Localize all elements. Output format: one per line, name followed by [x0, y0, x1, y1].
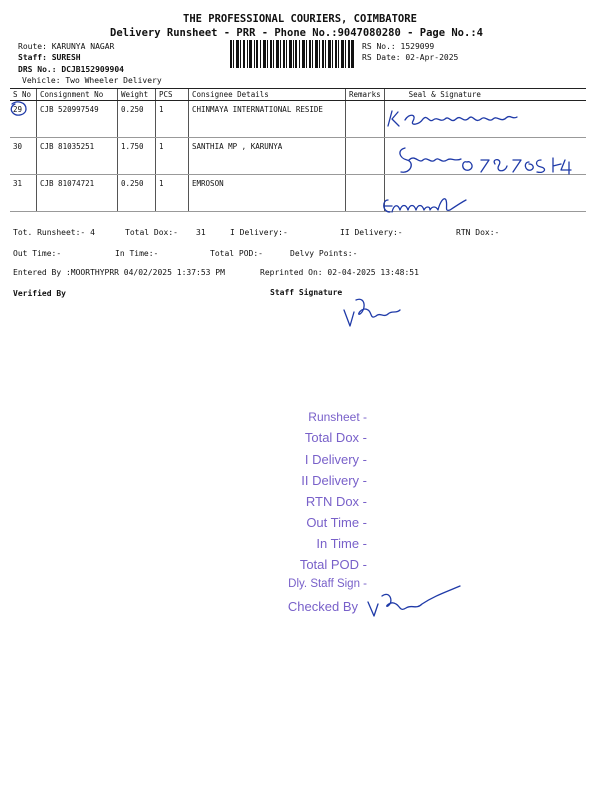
- barcode-icon: [230, 40, 354, 68]
- company-title: THE PROFESSIONAL COURIERS, COIMBATORE: [183, 13, 417, 25]
- signature-row-30-icon: [395, 142, 585, 182]
- in-time-label: In Time:-: [115, 249, 159, 258]
- cell-remarks: [346, 175, 385, 212]
- verified-by-label: Verified By: [13, 289, 66, 298]
- signature-row-31-icon: [380, 192, 470, 218]
- cell-weight: 1.750: [118, 138, 156, 175]
- cell-weight: 0.250: [118, 101, 156, 138]
- cell-sno: 29: [10, 101, 37, 138]
- stamp-line-ii-delivery: II Delivery -: [301, 473, 367, 488]
- cell-weight: 0.250: [118, 175, 156, 212]
- delvy-points-label: Delvy Points:-: [290, 249, 358, 258]
- stamp-line-out-time: Out Time -: [306, 515, 367, 530]
- staff-signature-label: Staff Signature: [270, 288, 343, 297]
- circle-mark-icon: [9, 100, 29, 118]
- cell-consignment: CJB 81035251: [37, 138, 118, 175]
- reprinted-on: Reprinted On: 02-04-2025 13:48:51: [260, 268, 419, 277]
- rtn-dox-label: RTN Dox:-: [456, 228, 500, 237]
- vehicle-label: Vehicle: Two Wheeler Delivery: [22, 76, 162, 85]
- cell-sno: 31: [10, 175, 37, 212]
- cell-pcs: 1: [156, 101, 189, 138]
- table-header-row: [10, 89, 586, 101]
- entered-by: Entered By :MOORTHYPRR 04/02/2025 1:37:53 PM: [13, 268, 225, 277]
- cell-consignee: SANTHIA MP , KARUNYA: [189, 138, 346, 175]
- stamp-line-total-dox: Total Dox -: [304, 430, 367, 445]
- cell-consignment: CJB 81074721: [37, 175, 118, 212]
- staff-signature-icon: [340, 296, 402, 332]
- stamp-line-i-delivery: I Delivery -: [304, 452, 367, 467]
- col-header-weight: Weight: [118, 89, 156, 101]
- stamp-line-rtn-dox: RTN Dox -: [305, 494, 367, 509]
- col-header-sno: S No: [10, 89, 37, 101]
- cell-sno: 30: [10, 138, 37, 175]
- cell-consignee: CHINMAYA INTERNATIONAL RESIDE: [189, 101, 346, 138]
- stamp-line-checked-by: Checked By: [287, 599, 358, 614]
- out-time-label: Out Time:-: [13, 249, 62, 258]
- cell-pcs: 1: [156, 175, 189, 212]
- col-header-pcs: PCS: [156, 89, 189, 101]
- checked-by-signature-icon: [364, 584, 464, 620]
- cell-remarks: [346, 101, 385, 138]
- col-header-remarks: Remarks: [346, 89, 385, 101]
- signature-row-29-icon: [383, 108, 523, 132]
- total-pod-label: Total POD:-: [210, 249, 263, 258]
- stamp-line-staff-sign: Dly. Staff Sign -: [288, 578, 367, 590]
- stamp-line-total-pod: Total POD -: [299, 557, 367, 572]
- total-dox-value: 31: [196, 228, 206, 237]
- cell-remarks: [346, 138, 385, 175]
- route-label: Route: KARUNYA NAGAR: [18, 42, 115, 51]
- cell-pcs: 1: [156, 138, 189, 175]
- stamp-line-runsheet: Runsheet -: [308, 410, 367, 424]
- runsheet-subtitle: Delivery Runsheet - PRR - Phone No.:9047080280 - Page No.:4: [110, 27, 483, 39]
- rs-number: RS No.: 1529099: [362, 42, 435, 51]
- rs-date: RS Date: 02-Apr-2025: [362, 53, 459, 62]
- tot-runsheet: Tot. Runsheet:- 4: [13, 228, 95, 237]
- stamp-line-in-time: In Time -: [316, 536, 367, 551]
- i-delivery-label: I Delivery:-: [230, 228, 288, 237]
- col-header-consignment: Consignment No: [37, 89, 118, 101]
- total-dox-label: Total Dox:-: [125, 228, 178, 237]
- staff-label: Staff: SURESH: [18, 53, 81, 62]
- ii-delivery-label: II Delivery:-: [340, 228, 403, 237]
- drs-number: DRS No.: DCJB152909904: [18, 65, 124, 74]
- cell-consignee: EMROSON: [189, 175, 346, 212]
- col-header-signature: Seal & Signature: [384, 89, 586, 101]
- cell-consignment: CJB 520997549: [37, 101, 118, 138]
- col-header-consignee: Consignee Details: [189, 89, 346, 101]
